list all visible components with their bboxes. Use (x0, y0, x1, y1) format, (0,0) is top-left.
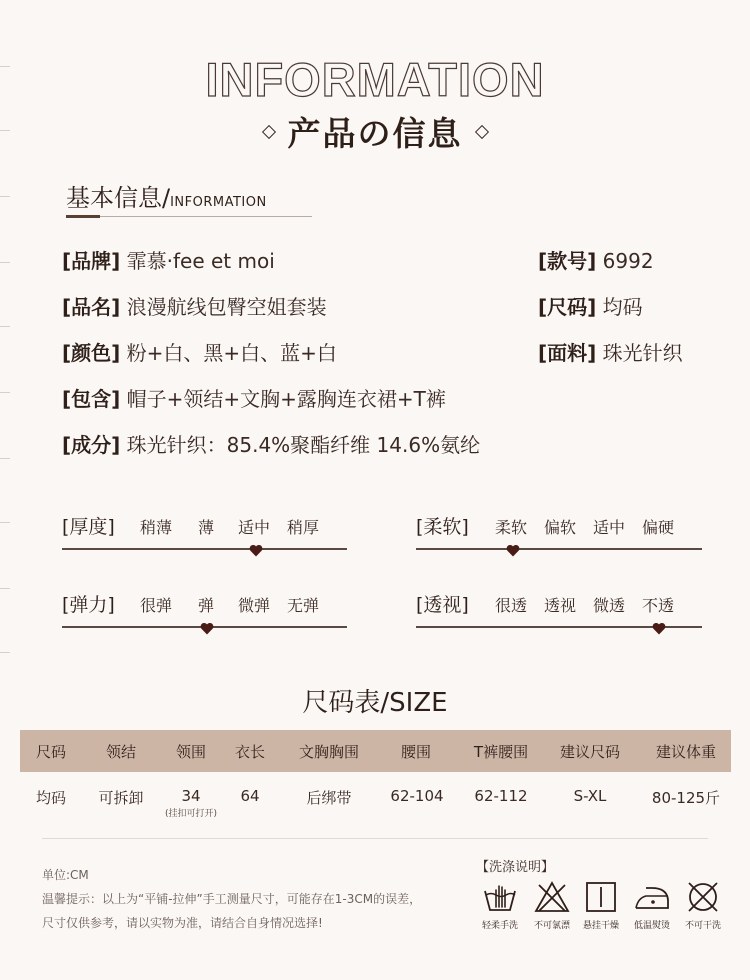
wash-label: 不可干洗 (684, 921, 721, 931)
wash-label: 不可氯漂 (533, 921, 570, 931)
wash-label: 轻柔手洗 (481, 921, 518, 931)
hero-title-cn (0, 108, 750, 155)
section-divider (66, 216, 312, 217)
table-header-cell: 文胸胸围 (298, 743, 359, 761)
table-cell: 80-125斤 (651, 789, 721, 807)
table-cell: 可拆卸 (98, 789, 144, 807)
hero-title-cn-text: 产品の信息 (287, 114, 463, 153)
wash-label: 低温熨烫 (633, 921, 670, 931)
scale-option: 不透 (642, 596, 675, 615)
hang-dry-icon (583, 880, 619, 914)
info-composition: [成分] 珠光针织：85.4%聚酯纤维 14.6%氨纶 (62, 433, 481, 457)
tip-line-2: 尺寸仅供参考，请以实物为准，请结合自身情况选择! (42, 916, 323, 930)
wash-title: 【洗涤说明】 (476, 860, 555, 875)
edge-mark (0, 522, 10, 523)
scale-transparency-marker-heart-icon (652, 620, 666, 633)
edge-mark (0, 392, 10, 393)
scale-option: 适中 (593, 518, 626, 537)
table-header-cell: T裤腰围 (473, 743, 529, 761)
table-cell: S-XL (573, 787, 607, 805)
unit-note: 单位:CM (42, 868, 89, 882)
hero-title-en: INFORMATION (205, 53, 545, 106)
scale-option: 偏软 (544, 518, 577, 537)
edge-mark (0, 196, 10, 197)
scale-option: 偏硬 (642, 518, 675, 537)
scale-thickness-label: [厚度] (62, 516, 115, 538)
scale-option: 很透 (495, 596, 528, 615)
wash-label: 悬挂干燥 (582, 921, 619, 931)
scale-option: 弹 (198, 596, 215, 615)
no-dry-clean-icon (685, 880, 721, 914)
table-cell: 均码 (35, 789, 66, 807)
scale-thickness-track (62, 548, 347, 550)
table-header-cell: 建议体重 (655, 743, 716, 761)
scale-option: 适中 (238, 518, 271, 537)
table-cell: 后绑带 (306, 789, 352, 807)
section-title-cn: 基本信息/ (66, 184, 171, 212)
info-name: [品名] 浪漫航线包臀空姐套装 (62, 295, 327, 319)
table-bottom-divider (42, 838, 708, 839)
table-header-cell: 腰围 (400, 743, 431, 761)
scale-option: 透视 (544, 596, 577, 615)
section-title-en: INFORMATION (170, 195, 267, 210)
scale-softness-marker-heart-icon (506, 542, 520, 555)
table-cell-note: (挂扣可打开) (164, 809, 218, 819)
info-color: [颜色] 粉+白、黑+白、蓝+白 (62, 341, 337, 365)
scale-thickness-marker-heart-icon (249, 542, 263, 555)
table-header-cell: 衣长 (234, 743, 265, 761)
section-divider-accent (66, 215, 100, 218)
scale-option: 微弹 (238, 596, 271, 615)
edge-mark (0, 262, 10, 263)
size-table-title: 尺码表/SIZE (302, 688, 448, 718)
scale-softness-track (416, 548, 702, 550)
scale-option: 薄 (198, 518, 215, 537)
info-model: [款号] 6992 (538, 249, 654, 273)
diamond-icon (474, 124, 488, 138)
scale-option: 微透 (593, 596, 626, 615)
low-iron-icon (634, 880, 670, 914)
scale-transparency-label: [透视] (416, 594, 469, 616)
table-cell: 62-104 (390, 787, 444, 805)
scale-option: 稍薄 (140, 518, 173, 537)
table-header-cell: 尺码 (35, 743, 66, 761)
info-fabric: [面料] 珠光针织 (538, 341, 683, 365)
table-header-cell: 领围 (175, 743, 206, 761)
tip-line-1: 温馨提示：以上为“平铺-拉伸”手工测量尺寸，可能存在1-3CM的误差， (42, 892, 422, 906)
diamond-icon (261, 124, 275, 138)
table-header-cell: 领结 (105, 743, 136, 761)
section-title (66, 178, 267, 213)
info-size: [尺码] 均码 (538, 295, 643, 319)
scale-elasticity-label: [弹力] (62, 594, 115, 616)
table-cell: 34 (181, 787, 201, 805)
edge-mark (0, 652, 10, 653)
scale-option: 稍厚 (287, 518, 320, 537)
info-brand: [品牌] 霏慕·fee et moi (62, 249, 275, 273)
table-header-cell: 建议尺码 (559, 743, 620, 761)
scale-option: 无弹 (287, 596, 320, 615)
table-cell: 64 (240, 787, 260, 805)
edge-mark (0, 326, 10, 327)
scale-elasticity-marker-heart-icon (200, 620, 214, 633)
hand-wash-icon (482, 880, 518, 914)
scale-softness-label: [柔软] (416, 516, 469, 538)
table-cell: 62-112 (474, 787, 528, 805)
info-contents: [包含] 帽子+领结+文胸+露胸连衣裙+T裤 (62, 387, 446, 411)
edge-mark (0, 458, 10, 459)
scale-option: 柔软 (495, 518, 528, 537)
edge-mark (0, 588, 10, 589)
no-bleach-icon (534, 880, 570, 914)
scale-option: 很弹 (140, 596, 173, 615)
